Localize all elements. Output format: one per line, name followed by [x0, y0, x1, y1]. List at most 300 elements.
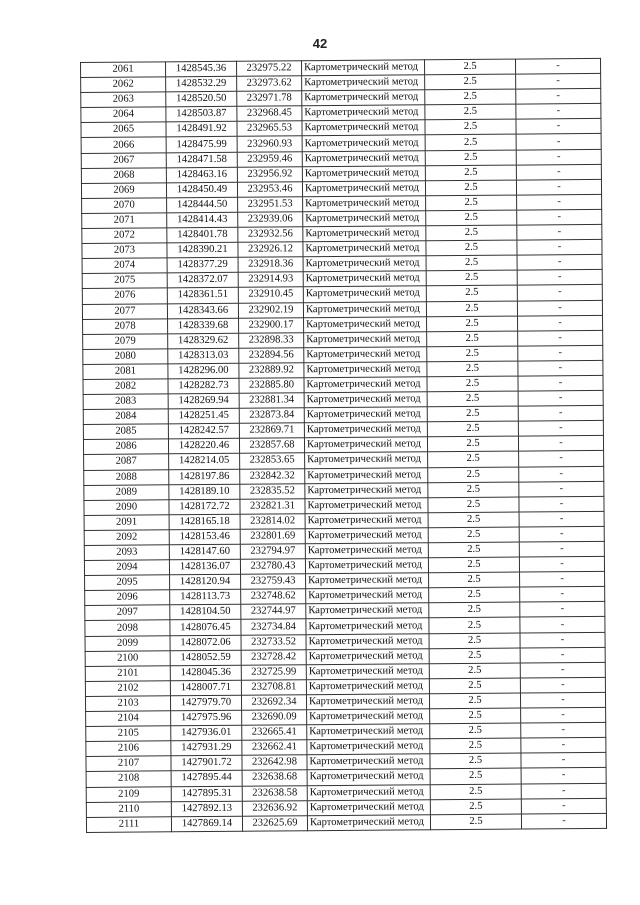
y-coordinate-cell: 232665.41: [242, 725, 307, 741]
point-number-cell: 2095: [85, 575, 170, 591]
method-cell: Картометрический метод: [302, 105, 425, 121]
method-cell: Картометрический метод: [302, 90, 425, 106]
description-cell: -: [516, 179, 601, 195]
method-cell: Картометрический метод: [303, 271, 426, 287]
y-coordinate-cell: 232959.46: [237, 151, 302, 167]
accuracy-cell: 2.5: [426, 225, 517, 241]
accuracy-cell: 2.5: [430, 753, 521, 769]
method-cell: Картометрический метод: [306, 679, 429, 695]
accuracy-cell: 2.5: [425, 74, 516, 90]
description-cell: -: [516, 89, 601, 105]
x-coordinate-cell: 1428339.68: [168, 318, 239, 334]
y-coordinate-cell: 232748.62: [241, 589, 306, 605]
accuracy-cell: 2.5: [430, 784, 521, 800]
point-number-cell: 2067: [81, 152, 166, 168]
method-cell: Картометрический метод: [303, 211, 426, 227]
description-cell: -: [519, 466, 604, 482]
x-coordinate-cell: 1428377.29: [167, 257, 238, 273]
method-cell: Картометрический метод: [304, 377, 427, 393]
accuracy-cell: 2.5: [425, 89, 516, 105]
method-cell: Картометрический метод: [302, 181, 425, 197]
point-number-cell: 2086: [83, 439, 168, 455]
point-number-cell: 2065: [81, 122, 166, 138]
y-coordinate-cell: 232902.19: [238, 302, 303, 318]
method-cell: Картометрический метод: [302, 150, 425, 166]
accuracy-cell: 2.5: [430, 738, 521, 754]
method-cell: Картометрический метод: [304, 347, 427, 363]
description-cell: -: [518, 330, 603, 346]
method-cell: Картометрический метод: [303, 226, 426, 242]
page-number: 42: [312, 36, 328, 51]
accuracy-cell: 2.5: [425, 180, 516, 196]
method-cell: Картометрический метод: [303, 241, 426, 257]
point-number-cell: 2085: [83, 424, 168, 440]
description-cell: -: [516, 164, 601, 180]
x-coordinate-cell: 1427869.14: [171, 816, 242, 832]
description-cell: -: [519, 496, 604, 512]
description-cell: -: [518, 375, 603, 391]
y-coordinate-cell: 232881.34: [239, 393, 304, 409]
x-coordinate-cell: 1428197.86: [169, 469, 240, 485]
y-coordinate-cell: 232968.45: [237, 106, 302, 122]
point-number-cell: 2088: [84, 469, 169, 485]
x-coordinate-cell: 1428045.36: [170, 665, 241, 681]
point-number-cell: 2101: [85, 666, 170, 682]
y-coordinate-cell: 232801.69: [240, 529, 305, 545]
method-cell: Картометрический метод: [306, 633, 429, 649]
point-number-cell: 2069: [81, 183, 166, 199]
description-cell: -: [521, 723, 606, 739]
y-coordinate-cell: 232973.62: [237, 76, 302, 92]
method-cell: Картометрический метод: [307, 709, 430, 725]
point-number-cell: 2090: [84, 500, 169, 516]
y-coordinate-cell: 232971.78: [237, 91, 302, 107]
y-coordinate-cell: 232708.81: [241, 680, 306, 696]
description-cell: -: [518, 436, 603, 452]
y-coordinate-cell: 232853.65: [240, 453, 305, 469]
x-coordinate-cell: 1428520.50: [166, 91, 237, 107]
method-cell: Картометрический метод: [304, 392, 427, 408]
x-coordinate-cell: 1427901.72: [171, 756, 242, 772]
accuracy-cell: 2.5: [427, 316, 518, 332]
accuracy-cell: 2.5: [428, 452, 519, 468]
x-coordinate-cell: 1428296.00: [168, 363, 239, 379]
y-coordinate-cell: 232873.84: [239, 408, 304, 424]
method-cell: Картометрический метод: [303, 286, 426, 302]
x-coordinate-cell: 1428214.05: [169, 454, 240, 470]
accuracy-cell: 2.5: [428, 467, 519, 483]
x-coordinate-cell: 1428343.66: [167, 303, 238, 319]
y-coordinate-cell: 232744.97: [241, 604, 306, 620]
x-coordinate-cell: 1428165.18: [169, 514, 240, 530]
point-number-cell: 2100: [85, 650, 170, 666]
accuracy-cell: 2.5: [426, 195, 517, 211]
method-cell: Картометрический метод: [303, 256, 426, 272]
description-cell: -: [520, 662, 605, 678]
y-coordinate-cell: 232900.17: [239, 317, 304, 333]
description-cell: -: [517, 240, 602, 256]
description-cell: -: [517, 285, 602, 301]
method-cell: Картометрический метод: [304, 422, 427, 438]
method-cell: Картометрический метод: [305, 467, 428, 483]
method-cell: Картометрический метод: [303, 196, 426, 212]
x-coordinate-cell: 1428545.36: [166, 61, 237, 77]
method-cell: Картометрический метод: [305, 528, 428, 544]
description-cell: -: [521, 753, 606, 769]
accuracy-cell: 2.5: [424, 59, 515, 75]
point-number-cell: 2081: [83, 364, 168, 380]
point-number-cell: 2062: [81, 77, 166, 93]
method-cell: Картометрический метод: [305, 558, 428, 574]
description-cell: -: [519, 511, 604, 527]
description-cell: -: [518, 360, 603, 376]
point-number-cell: 2080: [83, 349, 168, 365]
accuracy-cell: 2.5: [427, 436, 518, 452]
point-number-cell: 2078: [83, 318, 168, 334]
x-coordinate-cell: 1428120.94: [170, 574, 241, 590]
x-coordinate-cell: 1428172.72: [169, 499, 240, 515]
description-cell: -: [521, 813, 606, 829]
y-coordinate-cell: 232780.43: [240, 559, 305, 575]
x-coordinate-cell: 1428401.78: [167, 227, 238, 243]
y-coordinate-cell: 232889.92: [239, 363, 304, 379]
point-number-cell: 2105: [86, 726, 171, 742]
y-coordinate-cell: 232638.58: [242, 785, 307, 801]
x-coordinate-cell: 1428491.92: [166, 122, 237, 138]
description-cell: -: [517, 255, 602, 271]
x-coordinate-cell: 1428329.62: [168, 333, 239, 349]
accuracy-cell: 2.5: [425, 104, 516, 120]
y-coordinate-cell: 232926.12: [238, 242, 303, 258]
x-coordinate-cell: 1427936.01: [171, 725, 242, 741]
point-number-cell: 2107: [86, 756, 171, 772]
description-cell: -: [516, 74, 601, 90]
y-coordinate-cell: 232956.92: [237, 166, 302, 182]
x-coordinate-cell: 1428282.73: [168, 378, 239, 394]
y-coordinate-cell: 232642.98: [242, 755, 307, 771]
table-row: [86, 813, 606, 832]
x-coordinate-cell: 1427979.70: [170, 695, 241, 711]
y-coordinate-cell: 232894.56: [239, 348, 304, 364]
description-cell: -: [515, 58, 600, 74]
method-cell: Картометрический метод: [306, 694, 429, 710]
point-number-cell: 2082: [83, 379, 168, 395]
accuracy-cell: 2.5: [427, 361, 518, 377]
x-coordinate-cell: 1427892.13: [171, 801, 242, 817]
description-cell: -: [516, 149, 601, 165]
description-cell: -: [517, 270, 602, 286]
description-cell: -: [518, 390, 603, 406]
description-cell: -: [520, 602, 605, 618]
accuracy-cell: 2.5: [427, 346, 518, 362]
method-cell: Картометрический метод: [307, 739, 430, 755]
x-coordinate-cell: 1428189.10: [169, 484, 240, 500]
point-number-cell: 2093: [84, 545, 169, 561]
method-cell: Картометрический метод: [305, 452, 428, 468]
method-cell: Картометрический метод: [307, 724, 430, 740]
description-cell: -: [520, 587, 605, 603]
method-cell: Картометрический метод: [305, 513, 428, 529]
y-coordinate-cell: 232975.22: [236, 61, 301, 77]
method-cell: Картометрический метод: [304, 437, 427, 453]
description-cell: -: [518, 421, 603, 437]
description-cell: -: [518, 345, 603, 361]
point-number-cell: 2066: [81, 137, 166, 153]
y-coordinate-cell: 232662.41: [242, 740, 307, 756]
method-cell: Картометрический метод: [305, 543, 428, 559]
x-coordinate-cell: 1428463.16: [166, 167, 237, 183]
point-number-cell: 2076: [82, 288, 167, 304]
accuracy-cell: 2.5: [428, 527, 519, 543]
accuracy-cell: 2.5: [429, 693, 520, 709]
method-cell: Картометрический метод: [306, 588, 429, 604]
description-cell: -: [519, 541, 604, 557]
y-coordinate-cell: 232794.97: [240, 544, 305, 560]
method-cell: Картометрический метод: [305, 497, 428, 513]
accuracy-cell: 2.5: [430, 814, 521, 830]
method-cell: Картометрический метод: [302, 120, 425, 136]
method-cell: Картометрический метод: [302, 135, 425, 151]
point-number-cell: 2073: [82, 243, 167, 259]
method-cell: Картометрический метод: [306, 648, 429, 664]
accuracy-cell: 2.5: [430, 768, 521, 784]
accuracy-cell: 2.5: [425, 165, 516, 181]
x-coordinate-cell: 1428113.73: [170, 590, 241, 606]
description-cell: -: [520, 677, 605, 693]
accuracy-cell: 2.5: [426, 240, 517, 256]
point-number-cell: 2077: [82, 303, 167, 319]
description-cell: -: [517, 300, 602, 316]
y-coordinate-cell: 232733.52: [241, 634, 306, 650]
accuracy-cell: 2.5: [429, 618, 520, 634]
method-cell: Картометрический метод: [302, 165, 425, 181]
accuracy-cell: 2.5: [428, 542, 519, 558]
accuracy-cell: 2.5: [429, 602, 520, 618]
y-coordinate-cell: 232842.32: [240, 468, 305, 484]
point-number-cell: 2087: [84, 454, 169, 470]
point-number-cell: 2102: [85, 681, 170, 697]
description-cell: -: [517, 209, 602, 225]
y-coordinate-cell: 232814.02: [240, 514, 305, 530]
method-cell: Картометрический метод: [306, 618, 429, 634]
y-coordinate-cell: 232690.09: [242, 710, 307, 726]
point-number-cell: 2098: [85, 620, 170, 636]
description-cell: -: [518, 406, 603, 422]
point-number-cell: 2083: [83, 394, 168, 410]
x-coordinate-cell: 1428136.07: [169, 559, 240, 575]
point-number-cell: 2071: [82, 213, 167, 229]
accuracy-cell: 2.5: [430, 708, 521, 724]
point-number-cell: 2111: [86, 816, 171, 832]
x-coordinate-cell: 1428269.94: [168, 393, 239, 409]
x-coordinate-cell: 1428390.21: [167, 242, 238, 258]
description-cell: -: [519, 526, 604, 542]
x-coordinate-cell: 1428414.43: [167, 212, 238, 228]
description-cell: -: [520, 617, 605, 633]
accuracy-cell: 2.5: [428, 482, 519, 498]
point-number-cell: 2099: [85, 635, 170, 651]
x-coordinate-cell: 1428503.87: [166, 107, 237, 123]
method-cell: Картометрический метод: [307, 784, 430, 800]
x-coordinate-cell: 1428153.46: [169, 529, 240, 545]
y-coordinate-cell: 232910.45: [238, 287, 303, 303]
description-cell: -: [520, 647, 605, 663]
description-cell: -: [518, 315, 603, 331]
method-cell: Картометрический метод: [301, 60, 424, 76]
point-number-cell: 2091: [84, 515, 169, 531]
y-coordinate-cell: 232932.56: [238, 227, 303, 243]
method-cell: Картометрический метод: [307, 769, 430, 785]
x-coordinate-cell: 1428450.49: [166, 182, 237, 198]
method-cell: Картометрический метод: [304, 331, 427, 347]
method-cell: Картометрический метод: [304, 316, 427, 332]
point-number-cell: 2072: [82, 228, 167, 244]
accuracy-cell: 2.5: [428, 497, 519, 513]
accuracy-cell: 2.5: [427, 331, 518, 347]
y-coordinate-cell: 232821.31: [240, 498, 305, 514]
accuracy-cell: 2.5: [427, 376, 518, 392]
y-coordinate-cell: 232965.53: [237, 121, 302, 137]
point-number-cell: 2064: [81, 107, 166, 123]
y-coordinate-cell: 232885.80: [239, 378, 304, 394]
accuracy-cell: 2.5: [429, 663, 520, 679]
y-coordinate-cell: 232939.06: [238, 212, 303, 228]
point-number-cell: 2063: [81, 92, 166, 108]
x-coordinate-cell: 1428251.45: [168, 408, 239, 424]
accuracy-cell: 2.5: [427, 406, 518, 422]
x-coordinate-cell: 1428361.51: [167, 288, 238, 304]
point-number-cell: 2096: [85, 590, 170, 606]
description-cell: -: [521, 798, 606, 814]
method-cell: Картометрический метод: [302, 75, 425, 91]
x-coordinate-cell: 1428532.29: [166, 76, 237, 92]
x-coordinate-cell: 1428072.06: [170, 635, 241, 651]
point-number-cell: 2110: [86, 801, 171, 817]
point-number-cell: 2075: [82, 273, 167, 289]
description-cell: -: [520, 572, 605, 588]
method-cell: Картометрический метод: [307, 754, 430, 770]
accuracy-cell: 2.5: [430, 799, 521, 815]
accuracy-cell: 2.5: [426, 270, 517, 286]
description-cell: -: [520, 692, 605, 708]
accuracy-cell: 2.5: [430, 723, 521, 739]
x-coordinate-cell: 1428076.45: [170, 620, 241, 636]
y-coordinate-cell: 232692.34: [241, 695, 306, 711]
accuracy-cell: 2.5: [426, 285, 517, 301]
point-number-cell: 2109: [86, 786, 171, 802]
x-coordinate-cell: 1428147.60: [169, 544, 240, 560]
x-coordinate-cell: 1428475.99: [166, 137, 237, 153]
accuracy-cell: 2.5: [425, 119, 516, 135]
method-cell: Картометрический метод: [306, 603, 429, 619]
point-number-cell: 2079: [83, 334, 168, 350]
point-number-cell: 2097: [85, 605, 170, 621]
description-cell: -: [521, 738, 606, 754]
accuracy-cell: 2.5: [429, 572, 520, 588]
coordinates-table-body: [81, 58, 607, 832]
y-coordinate-cell: 232960.93: [237, 136, 302, 152]
description-cell: -: [519, 481, 604, 497]
accuracy-cell: 2.5: [429, 648, 520, 664]
accuracy-cell: 2.5: [429, 633, 520, 649]
point-number-cell: 2089: [84, 484, 169, 500]
method-cell: Картометрический метод: [305, 482, 428, 498]
point-number-cell: 2103: [85, 696, 170, 712]
y-coordinate-cell: 232918.36: [238, 257, 303, 273]
y-coordinate-cell: 232869.71: [239, 423, 304, 439]
y-coordinate-cell: 232914.93: [238, 272, 303, 288]
method-cell: Картометрический метод: [307, 799, 430, 815]
description-cell: -: [519, 556, 604, 572]
accuracy-cell: 2.5: [428, 557, 519, 573]
y-coordinate-cell: 232898.33: [239, 332, 304, 348]
method-cell: Картометрический метод: [304, 407, 427, 423]
accuracy-cell: 2.5: [425, 150, 516, 166]
description-cell: -: [516, 104, 601, 120]
x-coordinate-cell: 1428313.03: [168, 348, 239, 364]
x-coordinate-cell: 1428007.71: [170, 680, 241, 696]
method-cell: Картометрический метод: [304, 362, 427, 378]
description-cell: -: [520, 632, 605, 648]
accuracy-cell: 2.5: [429, 678, 520, 694]
description-cell: -: [519, 451, 604, 467]
description-cell: -: [517, 194, 602, 210]
accuracy-cell: 2.5: [427, 421, 518, 437]
y-coordinate-cell: 232638.68: [242, 770, 307, 786]
x-coordinate-cell: 1428104.50: [170, 605, 241, 621]
x-coordinate-cell: 1427931.29: [171, 740, 242, 756]
y-coordinate-cell: 232857.68: [239, 438, 304, 454]
description-cell: -: [516, 134, 601, 150]
y-coordinate-cell: 232835.52: [240, 483, 305, 499]
point-number-cell: 2104: [86, 711, 171, 727]
point-number-cell: 2074: [82, 258, 167, 274]
point-number-cell: 2068: [81, 167, 166, 183]
x-coordinate-cell: 1428471.58: [166, 152, 237, 168]
y-coordinate-cell: 232953.46: [237, 182, 302, 198]
coordinates-table: [80, 58, 607, 833]
y-coordinate-cell: 232734.84: [241, 619, 306, 635]
description-cell: -: [521, 768, 606, 784]
description-cell: -: [521, 707, 606, 723]
description-cell: -: [517, 224, 602, 240]
point-number-cell: 2061: [81, 62, 166, 78]
method-cell: Картометрический метод: [303, 301, 426, 317]
x-coordinate-cell: 1428372.07: [167, 273, 238, 289]
point-number-cell: 2106: [86, 741, 171, 757]
x-coordinate-cell: 1428242.57: [168, 424, 239, 440]
y-coordinate-cell: 232725.99: [241, 664, 306, 680]
y-coordinate-cell: 232728.42: [241, 649, 306, 665]
x-coordinate-cell: 1427895.31: [171, 786, 242, 802]
y-coordinate-cell: 232951.53: [238, 197, 303, 213]
x-coordinate-cell: 1427895.44: [171, 771, 242, 787]
method-cell: Картометрический метод: [306, 573, 429, 589]
description-cell: -: [516, 119, 601, 135]
x-coordinate-cell: 1428444.50: [167, 197, 238, 213]
point-number-cell: 2084: [83, 409, 168, 425]
accuracy-cell: 2.5: [428, 512, 519, 528]
point-number-cell: 2094: [84, 560, 169, 576]
point-number-cell: 2070: [82, 198, 167, 214]
x-coordinate-cell: 1428052.59: [170, 650, 241, 666]
point-number-cell: 2092: [84, 530, 169, 546]
point-number-cell: 2108: [86, 771, 171, 787]
accuracy-cell: 2.5: [426, 301, 517, 317]
accuracy-cell: 2.5: [427, 391, 518, 407]
y-coordinate-cell: 232625.69: [242, 815, 307, 831]
method-cell: Картометрический метод: [306, 664, 429, 680]
